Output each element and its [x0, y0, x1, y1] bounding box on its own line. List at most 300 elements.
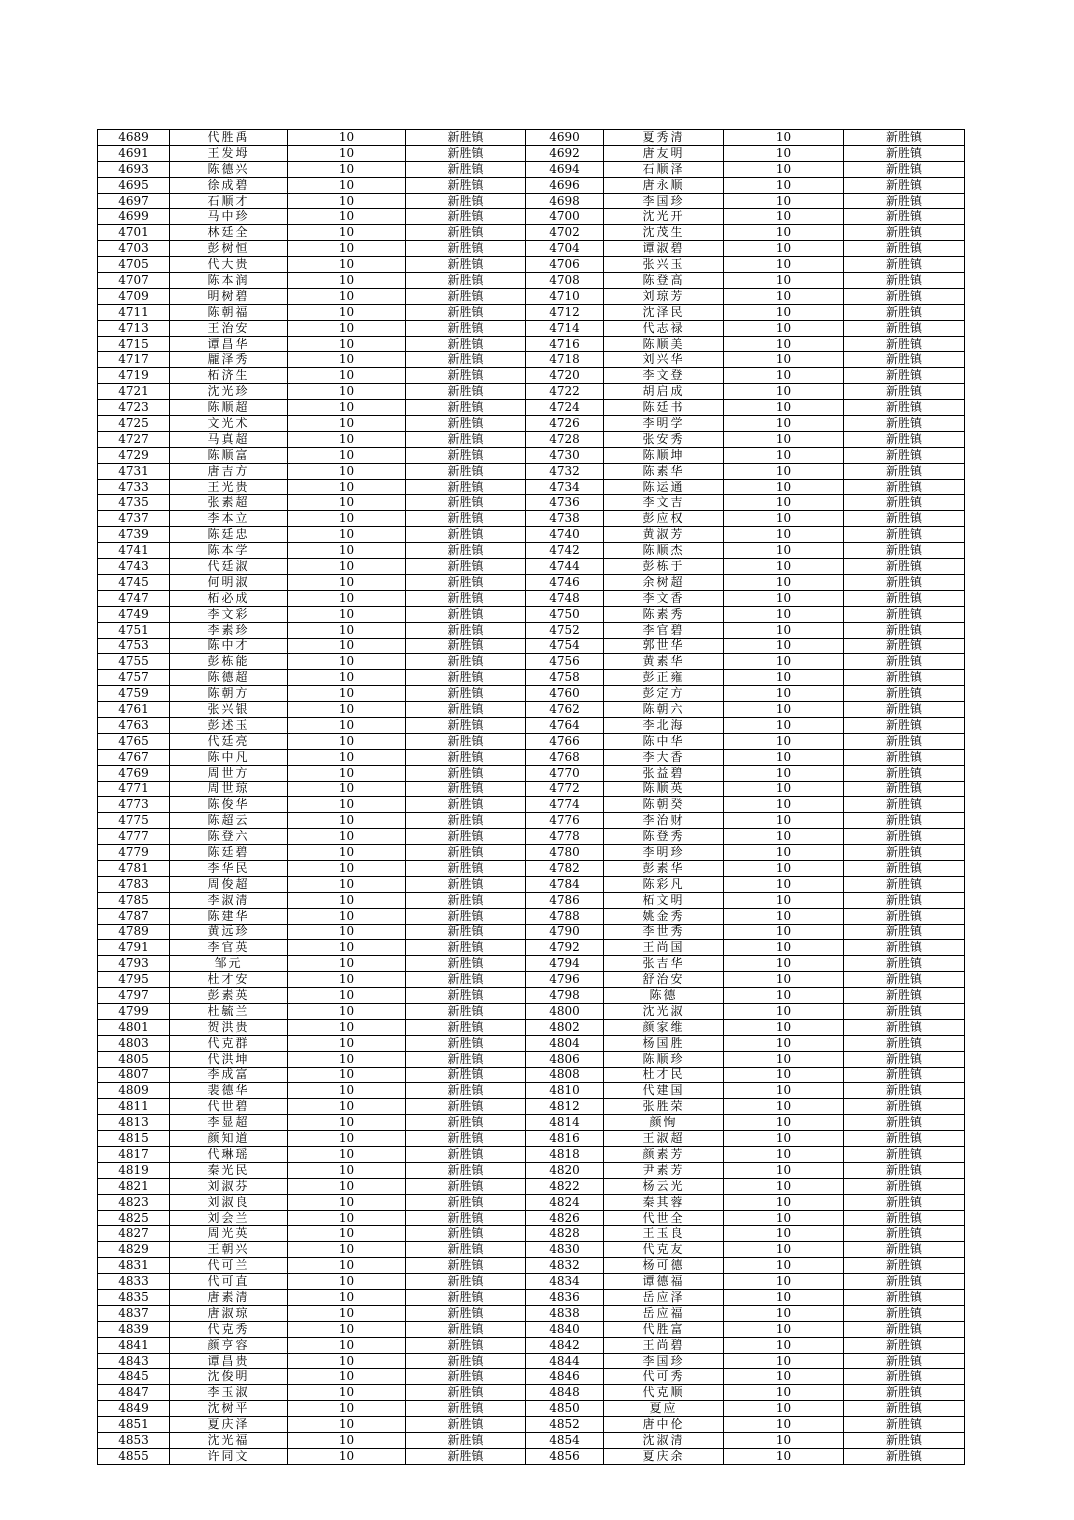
amount-cell: 10 [288, 1369, 406, 1385]
person-name-cell: 彭树恒 [170, 241, 288, 257]
person-name-cell: 沈光开 [604, 209, 724, 225]
amount-cell: 10 [288, 1210, 406, 1226]
row-number-cell: 4698 [526, 193, 604, 209]
amount-cell: 10 [724, 479, 844, 495]
person-name-cell: 代琳瑶 [170, 1147, 288, 1163]
town-cell: 新胜镇 [844, 1035, 965, 1051]
row-number-cell: 4741 [98, 543, 170, 559]
person-name-cell: 马中珍 [170, 209, 288, 225]
amount-cell: 10 [724, 1448, 844, 1464]
person-name-cell: 王尚碧 [604, 1337, 724, 1353]
town-cell: 新胜镇 [844, 336, 965, 352]
person-name-cell: 刘淑良 [170, 1194, 288, 1210]
town-cell: 新胜镇 [844, 1290, 965, 1306]
row-number-cell: 4787 [98, 908, 170, 924]
town-cell: 新胜镇 [406, 130, 526, 146]
amount-cell: 10 [724, 1115, 844, 1131]
amount-cell: 10 [724, 1147, 844, 1163]
amount-cell: 10 [288, 702, 406, 718]
row-number-cell: 4793 [98, 956, 170, 972]
amount-cell: 10 [288, 1385, 406, 1401]
row-number-cell: 4705 [98, 257, 170, 273]
person-name-cell: 陈超云 [170, 813, 288, 829]
town-cell: 新胜镇 [406, 1210, 526, 1226]
row-number-cell: 4829 [98, 1242, 170, 1258]
row-number-cell: 4785 [98, 892, 170, 908]
town-cell: 新胜镇 [844, 1210, 965, 1226]
town-cell: 新胜镇 [844, 416, 965, 432]
town-cell: 新胜镇 [844, 1274, 965, 1290]
town-cell: 新胜镇 [844, 352, 965, 368]
table-row [98, 829, 965, 845]
person-name-cell: 陈朝方 [170, 686, 288, 702]
row-number-cell: 4836 [526, 1290, 604, 1306]
amount-cell: 10 [724, 940, 844, 956]
town-cell: 新胜镇 [844, 638, 965, 654]
table-row [98, 1019, 965, 1035]
person-name-cell: 沈淑清 [604, 1433, 724, 1449]
row-number-cell: 4733 [98, 479, 170, 495]
row-number-cell: 4763 [98, 717, 170, 733]
table-row [98, 988, 965, 1004]
amount-cell: 10 [724, 765, 844, 781]
table-row [98, 702, 965, 718]
person-name-cell: 杜才安 [170, 972, 288, 988]
person-name-cell: 代大贵 [170, 257, 288, 273]
amount-cell: 10 [724, 145, 844, 161]
row-number-cell: 4838 [526, 1305, 604, 1321]
row-number-cell: 4781 [98, 860, 170, 876]
town-cell: 新胜镇 [844, 384, 965, 400]
town-cell: 新胜镇 [406, 1051, 526, 1067]
row-number-cell: 4740 [526, 527, 604, 543]
town-cell: 新胜镇 [406, 400, 526, 416]
person-name-cell: 李玉淑 [170, 1385, 288, 1401]
row-number-cell: 4719 [98, 368, 170, 384]
person-name-cell: 张兴玉 [604, 257, 724, 273]
amount-cell: 10 [288, 1019, 406, 1035]
town-cell: 新胜镇 [406, 670, 526, 686]
town-cell: 新胜镇 [406, 813, 526, 829]
town-cell: 新胜镇 [844, 1194, 965, 1210]
town-cell: 新胜镇 [844, 304, 965, 320]
amount-cell: 10 [288, 988, 406, 1004]
row-number-cell: 4724 [526, 400, 604, 416]
town-cell: 新胜镇 [844, 829, 965, 845]
person-name-cell: 李明珍 [604, 845, 724, 861]
person-name-cell: 代廷亮 [170, 733, 288, 749]
amount-cell: 10 [724, 860, 844, 876]
table-row [98, 527, 965, 543]
amount-cell: 10 [724, 511, 844, 527]
town-cell: 新胜镇 [406, 431, 526, 447]
amount-cell: 10 [288, 1337, 406, 1353]
amount-cell: 10 [288, 1147, 406, 1163]
row-number-cell: 4760 [526, 686, 604, 702]
row-number-cell: 4720 [526, 368, 604, 384]
person-name-cell: 黄素华 [604, 654, 724, 670]
table-row [98, 1226, 965, 1242]
person-name-cell: 陈中凡 [170, 749, 288, 765]
table-row [98, 161, 965, 177]
town-cell: 新胜镇 [844, 749, 965, 765]
town-cell: 新胜镇 [844, 1433, 965, 1449]
person-name-cell: 陈顺超 [170, 400, 288, 416]
person-name-cell: 张素超 [170, 495, 288, 511]
town-cell: 新胜镇 [406, 368, 526, 384]
amount-cell: 10 [288, 733, 406, 749]
amount-cell: 10 [288, 860, 406, 876]
table-row [98, 1115, 965, 1131]
amount-cell: 10 [288, 241, 406, 257]
person-name-cell: 舒治安 [604, 972, 724, 988]
amount-cell: 10 [288, 1305, 406, 1321]
row-number-cell: 4702 [526, 225, 604, 241]
town-cell: 新胜镇 [844, 622, 965, 638]
row-number-cell: 4745 [98, 574, 170, 590]
person-name-cell: 代克顺 [604, 1385, 724, 1401]
table-row [98, 1242, 965, 1258]
row-number-cell: 4818 [526, 1147, 604, 1163]
town-cell: 新胜镇 [406, 416, 526, 432]
person-name-cell: 陈德 [604, 988, 724, 1004]
amount-cell: 10 [724, 972, 844, 988]
row-number-cell: 4765 [98, 733, 170, 749]
person-name-cell: 李淑清 [170, 892, 288, 908]
person-name-cell: 陈顺杰 [604, 543, 724, 559]
amount-cell: 10 [288, 479, 406, 495]
town-cell: 新胜镇 [406, 622, 526, 638]
table-row [98, 638, 965, 654]
person-name-cell: 颜素芳 [604, 1147, 724, 1163]
table-row [98, 193, 965, 209]
person-name-cell: 代可直 [170, 1274, 288, 1290]
row-number-cell: 4726 [526, 416, 604, 432]
row-number-cell: 4778 [526, 829, 604, 845]
town-cell: 新胜镇 [406, 1417, 526, 1433]
amount-cell: 10 [288, 1290, 406, 1306]
row-number-cell: 4717 [98, 352, 170, 368]
amount-cell: 10 [288, 304, 406, 320]
town-cell: 新胜镇 [844, 956, 965, 972]
row-number-cell: 4783 [98, 876, 170, 892]
amount-cell: 10 [724, 177, 844, 193]
town-cell: 新胜镇 [844, 1019, 965, 1035]
town-cell: 新胜镇 [844, 765, 965, 781]
town-cell: 新胜镇 [406, 543, 526, 559]
amount-cell: 10 [288, 320, 406, 336]
amount-cell: 10 [288, 400, 406, 416]
person-name-cell: 杜才民 [604, 1067, 724, 1083]
row-number-cell: 4730 [526, 447, 604, 463]
person-name-cell: 谭淑碧 [604, 241, 724, 257]
row-number-cell: 4725 [98, 416, 170, 432]
person-name-cell: 李北海 [604, 717, 724, 733]
row-number-cell: 4697 [98, 193, 170, 209]
row-number-cell: 4834 [526, 1274, 604, 1290]
row-number-cell: 4713 [98, 320, 170, 336]
person-name-cell: 彭素华 [604, 860, 724, 876]
row-number-cell: 4803 [98, 1035, 170, 1051]
table-row [98, 177, 965, 193]
town-cell: 新胜镇 [844, 511, 965, 527]
town-cell: 新胜镇 [406, 479, 526, 495]
amount-cell: 10 [724, 336, 844, 352]
row-number-cell: 4766 [526, 733, 604, 749]
table-row [98, 940, 965, 956]
amount-cell: 10 [724, 988, 844, 1004]
row-number-cell: 4848 [526, 1385, 604, 1401]
person-name-cell: 许同文 [170, 1448, 288, 1464]
row-number-cell: 4852 [526, 1417, 604, 1433]
town-cell: 新胜镇 [406, 1448, 526, 1464]
town-cell: 新胜镇 [406, 1385, 526, 1401]
amount-cell: 10 [288, 447, 406, 463]
amount-cell: 10 [724, 670, 844, 686]
person-name-cell: 杨云光 [604, 1178, 724, 1194]
town-cell: 新胜镇 [406, 559, 526, 575]
town-cell: 新胜镇 [844, 1051, 965, 1067]
row-number-cell: 4796 [526, 972, 604, 988]
amount-cell: 10 [288, 717, 406, 733]
town-cell: 新胜镇 [844, 876, 965, 892]
person-name-cell: 王光贵 [170, 479, 288, 495]
town-cell: 新胜镇 [406, 1258, 526, 1274]
row-number-cell: 4774 [526, 797, 604, 813]
person-name-cell: 张胜荣 [604, 1099, 724, 1115]
amount-cell: 10 [724, 733, 844, 749]
table-row [98, 1258, 965, 1274]
amount-cell: 10 [288, 606, 406, 622]
row-number-cell: 4751 [98, 622, 170, 638]
person-name-cell: 代胜禹 [170, 130, 288, 146]
row-number-cell: 4791 [98, 940, 170, 956]
town-cell: 新胜镇 [844, 1353, 965, 1369]
row-number-cell: 4828 [526, 1226, 604, 1242]
table-row [98, 1305, 965, 1321]
amount-cell: 10 [288, 940, 406, 956]
person-name-cell: 彭定方 [604, 686, 724, 702]
town-cell: 新胜镇 [406, 1226, 526, 1242]
amount-cell: 10 [288, 797, 406, 813]
person-name-cell: 夏庆泽 [170, 1417, 288, 1433]
row-number-cell: 4826 [526, 1210, 604, 1226]
row-number-cell: 4708 [526, 273, 604, 289]
person-name-cell: 颜家维 [604, 1019, 724, 1035]
row-number-cell: 4789 [98, 924, 170, 940]
person-name-cell: 代可秀 [604, 1369, 724, 1385]
row-number-cell: 4709 [98, 288, 170, 304]
town-cell: 新胜镇 [406, 988, 526, 1004]
amount-cell: 10 [288, 352, 406, 368]
row-number-cell: 4715 [98, 336, 170, 352]
amount-cell: 10 [724, 1401, 844, 1417]
table-row [98, 717, 965, 733]
row-number-cell: 4854 [526, 1433, 604, 1449]
amount-cell: 10 [724, 463, 844, 479]
table-row [98, 304, 965, 320]
town-cell: 新胜镇 [406, 209, 526, 225]
amount-cell: 10 [724, 193, 844, 209]
town-cell: 新胜镇 [406, 606, 526, 622]
table-row [98, 1321, 965, 1337]
amount-cell: 10 [288, 543, 406, 559]
person-name-cell: 王尚国 [604, 940, 724, 956]
table-row [98, 1035, 965, 1051]
person-name-cell: 谭昌华 [170, 336, 288, 352]
table-row [98, 320, 965, 336]
table-row [98, 400, 965, 416]
row-number-cell: 4746 [526, 574, 604, 590]
town-cell: 新胜镇 [844, 1401, 965, 1417]
amount-cell: 10 [288, 654, 406, 670]
amount-cell: 10 [724, 1353, 844, 1369]
amount-cell: 10 [288, 1131, 406, 1147]
table-row [98, 479, 965, 495]
town-cell: 新胜镇 [406, 225, 526, 241]
person-name-cell: 王玉良 [604, 1226, 724, 1242]
person-name-cell: 黄淑芳 [604, 527, 724, 543]
amount-cell: 10 [288, 177, 406, 193]
row-number-cell: 4734 [526, 479, 604, 495]
person-name-cell: 陈运通 [604, 479, 724, 495]
amount-cell: 10 [288, 273, 406, 289]
town-cell: 新胜镇 [406, 1337, 526, 1353]
row-number-cell: 4696 [526, 177, 604, 193]
table-row [98, 892, 965, 908]
town-cell: 新胜镇 [406, 304, 526, 320]
row-number-cell: 4798 [526, 988, 604, 1004]
row-number-cell: 4825 [98, 1210, 170, 1226]
amount-cell: 10 [724, 654, 844, 670]
table-row [98, 1448, 965, 1464]
row-number-cell: 4790 [526, 924, 604, 940]
town-cell: 新胜镇 [844, 1321, 965, 1337]
amount-cell: 10 [288, 1274, 406, 1290]
person-name-cell: 杜毓兰 [170, 1003, 288, 1019]
amount-cell: 10 [724, 1035, 844, 1051]
row-number-cell: 4845 [98, 1369, 170, 1385]
person-name-cell: 陈顺坤 [604, 447, 724, 463]
row-number-cell: 4723 [98, 400, 170, 416]
row-number-cell: 4731 [98, 463, 170, 479]
row-number-cell: 4788 [526, 908, 604, 924]
row-number-cell: 4833 [98, 1274, 170, 1290]
person-name-cell: 陈顺富 [170, 447, 288, 463]
town-cell: 新胜镇 [844, 1242, 965, 1258]
table-row [98, 495, 965, 511]
table-row [98, 797, 965, 813]
row-number-cell: 4757 [98, 670, 170, 686]
town-cell: 新胜镇 [844, 781, 965, 797]
row-number-cell: 4761 [98, 702, 170, 718]
person-name-cell: 颜恂 [604, 1115, 724, 1131]
town-cell: 新胜镇 [844, 733, 965, 749]
table-row [98, 1162, 965, 1178]
row-number-cell: 4711 [98, 304, 170, 320]
town-cell: 新胜镇 [406, 273, 526, 289]
amount-cell: 10 [724, 1019, 844, 1035]
amount-cell: 10 [724, 924, 844, 940]
table-row [98, 225, 965, 241]
amount-cell: 10 [288, 1242, 406, 1258]
town-cell: 新胜镇 [406, 177, 526, 193]
person-name-cell: 陈登秀 [604, 829, 724, 845]
row-number-cell: 4837 [98, 1305, 170, 1321]
town-cell: 新胜镇 [844, 574, 965, 590]
amount-cell: 10 [288, 1003, 406, 1019]
table-row [98, 924, 965, 940]
roster-table [97, 129, 965, 1465]
table-row [98, 1401, 965, 1417]
row-number-cell: 4849 [98, 1401, 170, 1417]
person-name-cell: 张安秀 [604, 431, 724, 447]
town-cell: 新胜镇 [406, 257, 526, 273]
town-cell: 新胜镇 [844, 1369, 965, 1385]
row-number-cell: 4831 [98, 1258, 170, 1274]
row-number-cell: 4804 [526, 1035, 604, 1051]
town-cell: 新胜镇 [844, 797, 965, 813]
town-cell: 新胜镇 [844, 1178, 965, 1194]
person-name-cell: 彭栋能 [170, 654, 288, 670]
town-cell: 新胜镇 [844, 368, 965, 384]
row-number-cell: 4850 [526, 1401, 604, 1417]
amount-cell: 10 [724, 1178, 844, 1194]
town-cell: 新胜镇 [844, 288, 965, 304]
town-cell: 新胜镇 [406, 590, 526, 606]
amount-cell: 10 [288, 1321, 406, 1337]
table-row [98, 209, 965, 225]
person-name-cell: 秦光民 [170, 1162, 288, 1178]
amount-cell: 10 [288, 590, 406, 606]
amount-cell: 10 [288, 1178, 406, 1194]
row-number-cell: 4846 [526, 1369, 604, 1385]
town-cell: 新胜镇 [406, 908, 526, 924]
row-number-cell: 4694 [526, 161, 604, 177]
amount-cell: 10 [288, 559, 406, 575]
row-number-cell: 4809 [98, 1083, 170, 1099]
row-number-cell: 4710 [526, 288, 604, 304]
amount-cell: 10 [288, 781, 406, 797]
row-number-cell: 4843 [98, 1353, 170, 1369]
town-cell: 新胜镇 [406, 1115, 526, 1131]
table-row [98, 1337, 965, 1353]
row-number-cell: 4743 [98, 559, 170, 575]
amount-cell: 10 [724, 368, 844, 384]
amount-cell: 10 [724, 702, 844, 718]
town-cell: 新胜镇 [406, 161, 526, 177]
row-number-cell: 4690 [526, 130, 604, 146]
town-cell: 新胜镇 [406, 495, 526, 511]
town-cell: 新胜镇 [844, 273, 965, 289]
table-row [98, 1210, 965, 1226]
row-number-cell: 4797 [98, 988, 170, 1004]
row-number-cell: 4851 [98, 1417, 170, 1433]
amount-cell: 10 [724, 1067, 844, 1083]
row-number-cell: 4799 [98, 1003, 170, 1019]
amount-cell: 10 [288, 1353, 406, 1369]
row-number-cell: 4701 [98, 225, 170, 241]
town-cell: 新胜镇 [844, 145, 965, 161]
town-cell: 新胜镇 [406, 1019, 526, 1035]
amount-cell: 10 [288, 1099, 406, 1115]
table-row [98, 654, 965, 670]
amount-cell: 10 [288, 225, 406, 241]
row-number-cell: 4822 [526, 1178, 604, 1194]
person-name-cell: 李本立 [170, 511, 288, 527]
row-number-cell: 4856 [526, 1448, 604, 1464]
town-cell: 新胜镇 [406, 447, 526, 463]
